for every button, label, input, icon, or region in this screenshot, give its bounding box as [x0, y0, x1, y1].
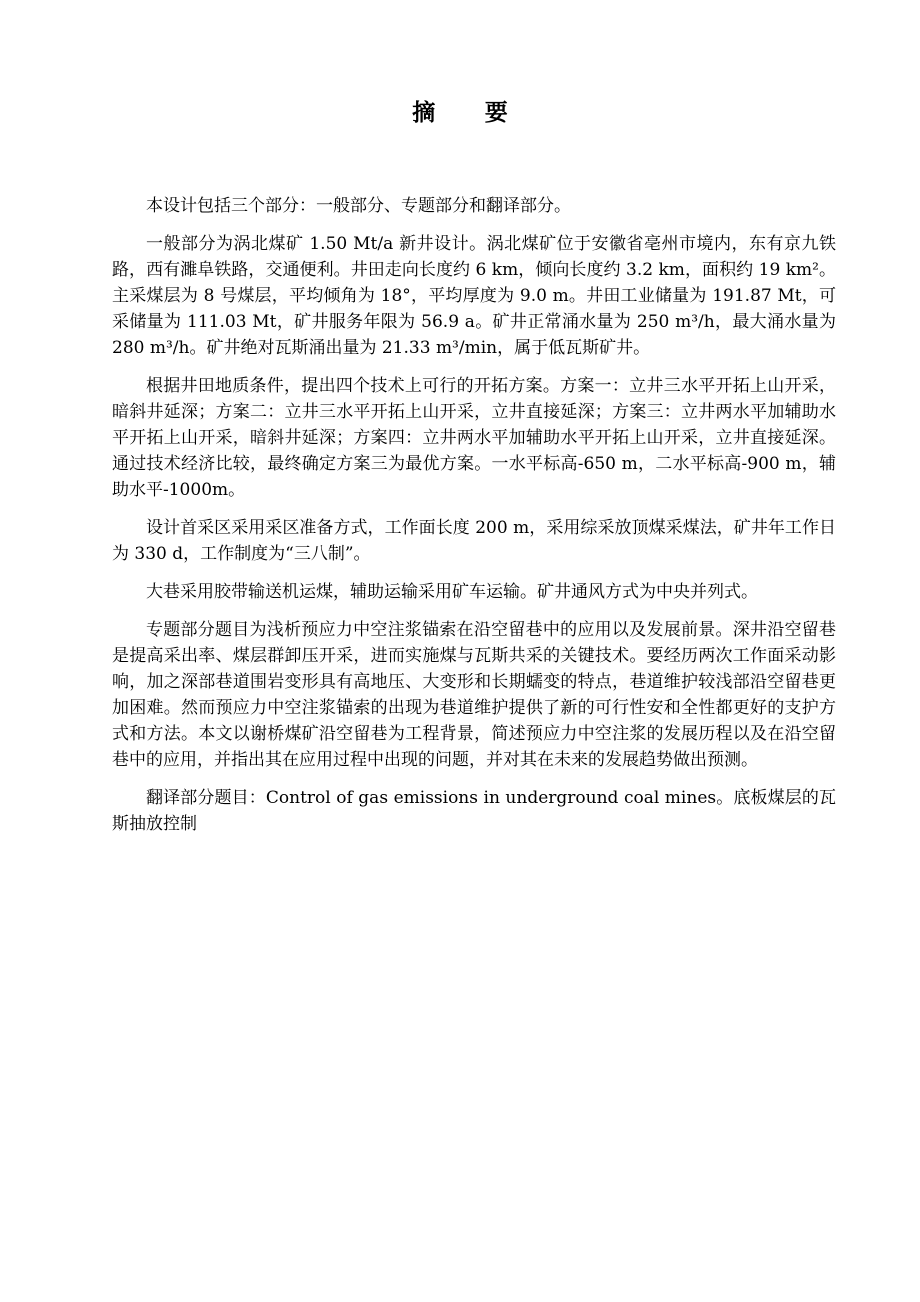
paragraph-overview: 本设计包括三个部分：一般部分、专题部分和翻译部分。	[146, 196, 571, 216]
abstract-body	[112, 193, 836, 837]
paragraph-development-schemes: 根据井田地质条件，提出四个技术上可行的开拓方案。方案一：立井三水平开拓上山开采，暗斜井延深；方案二：立井三水平开拓上山开采，立井直接延深；方案三：立井两水平加辅助水平开拓上山开采，暗斜井延深；方案四：立井两水平加辅助水平开拓上山开采，立井直接延深。通过技术经济比较，最终确定方案三为最优方案。一水平标高-650 m，二水平标高-900 m，辅助水平-1000m。	[112, 376, 836, 500]
abstract-title: 摘 要	[412, 100, 529, 126]
paragraph-translation: 翻译部分题目：Control of gas emissions in underground coal mines。底板煤层的瓦斯抽放控制	[112, 788, 836, 834]
paragraph-first-mining-district: 设计首采区采用采区准备方式，工作面长度 200 m，采用综采放顶煤采煤法，矿井年工作日为 330 d，工作制度为“三八制”。	[112, 518, 836, 564]
paragraph-transport-ventilation: 大巷采用胶带输送机运煤，辅助运输采用矿车运输。矿井通风方式为中央并列式。	[146, 582, 758, 602]
paragraph-special-topic: 专题部分题目为浅析预应力中空注浆锚索在沿空留巷中的应用以及发展前景。深井沿空留巷是提高采出率、煤层群卸压开采，进而实施煤与瓦斯共采的关键技术。要经历两次工作面采动影响，加之深部巷道围岩变形具有高地压、大变形和长期蠕变的特点，巷道维护较浅部沿空留巷更加困难。然而预应力中空注浆锚索的出现为巷道维护提供了新的可行性安和全性都更好的支护方式和方法。本文以谢桥煤矿沿空留巷为工程背景，简述预应力中空注浆的发展历程以及在沿空留巷中的应用，并指出其在应用过程中出现的问题，并对其在未来的发展趋势做出预测。	[112, 620, 836, 770]
paragraph-general-design: 一般部分为涡北煤矿 1.50 Mt/a 新井设计。涡北煤矿位于安徽省亳州市境内，东有京九铁路，西有濉阜铁路，交通便利。井田走向长度约 6 km，倾向长度约 3.2 km，面积约 19 km²。主采煤层为 8 号煤层，平均倾角为 18°，平均厚度为 9.0 m。井田工业储量为 191.87 Mt，可采储量为 111.03 Mt，矿井服务年限为 56.9 a。矿井正常涌水量为 250 m³/h，最大涌水量为 280 m³/h。矿井绝对瓦斯涌出量为 21.33 m³/min，属于低瓦斯矿井。	[112, 234, 836, 358]
